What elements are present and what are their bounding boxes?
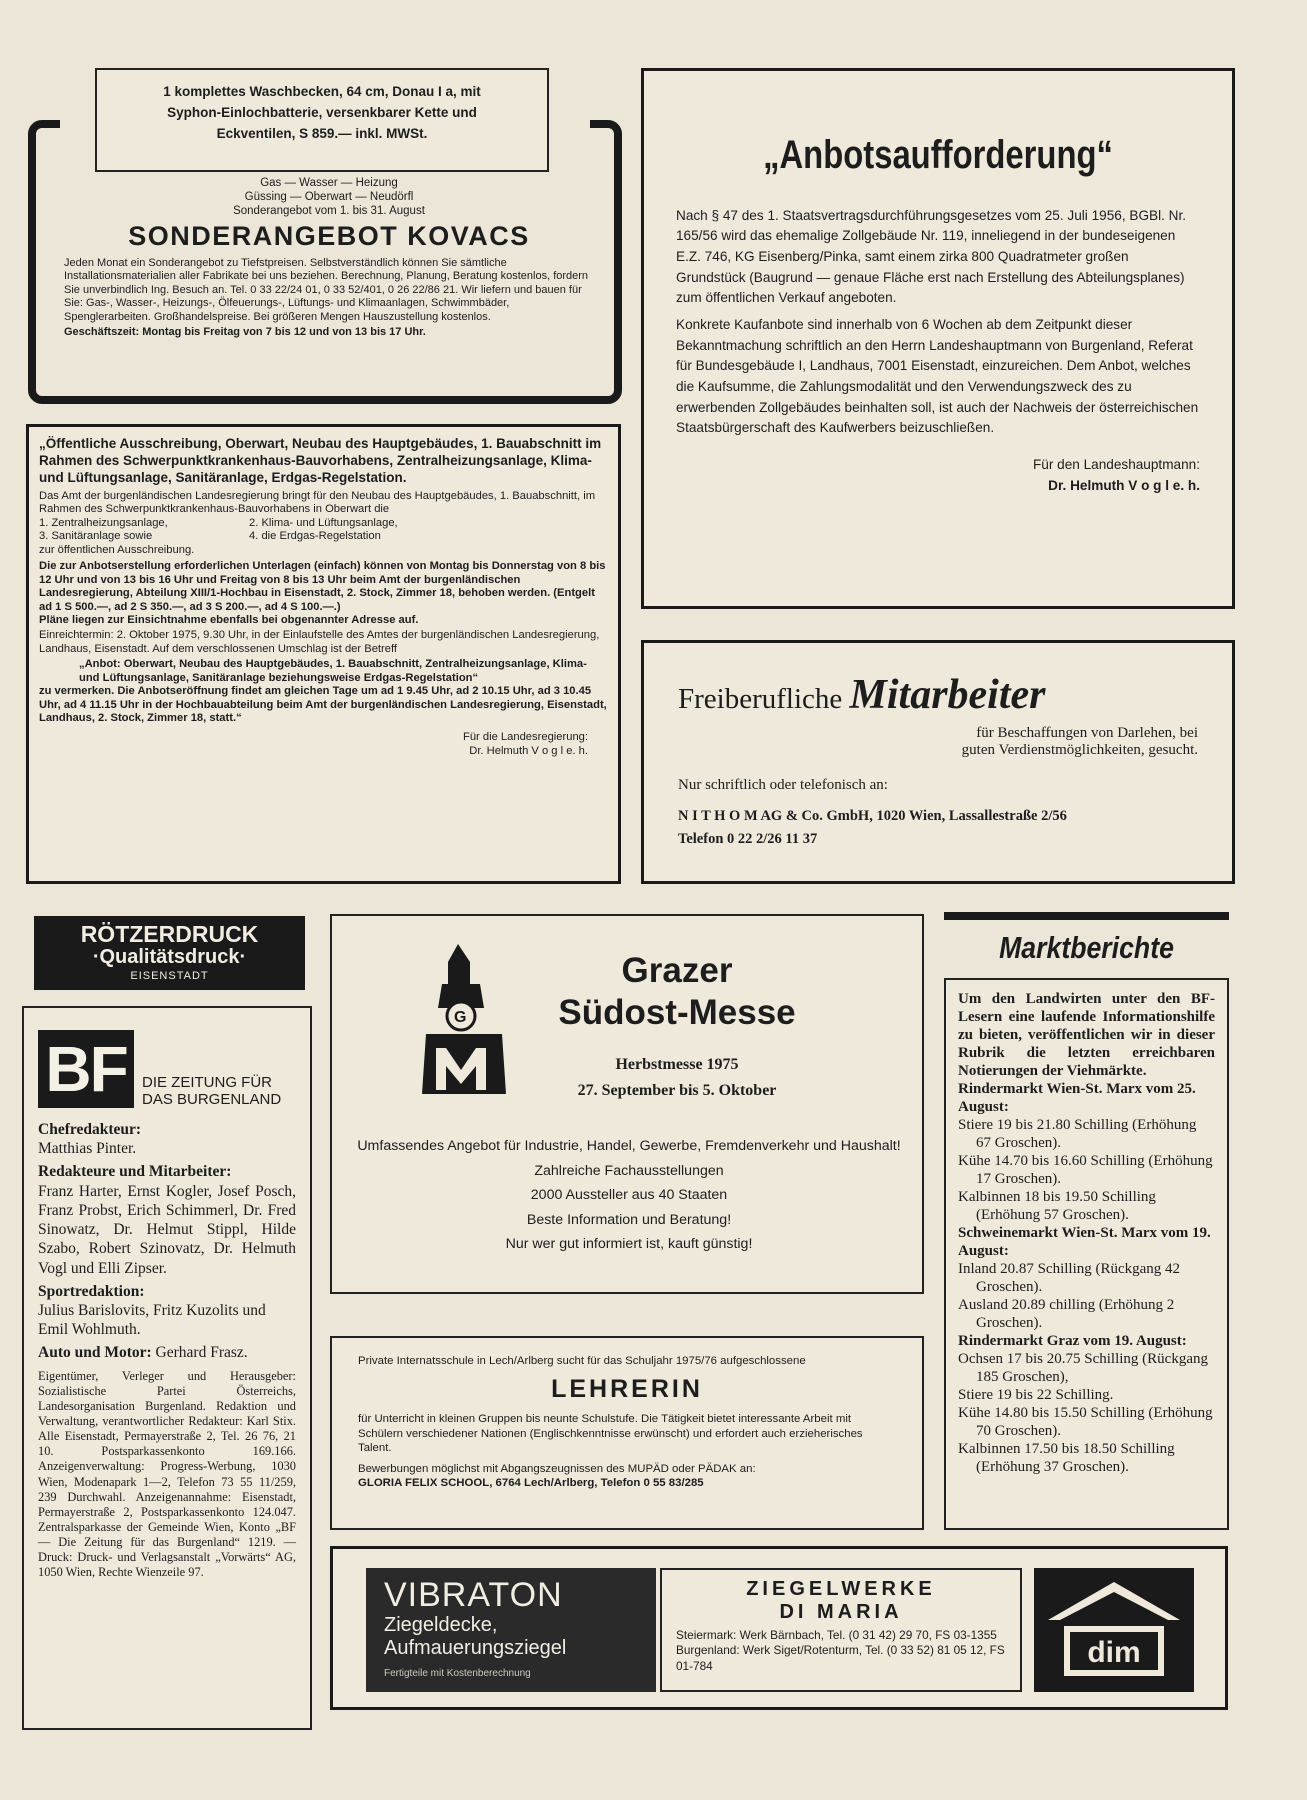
messe-title-line: Grazer xyxy=(621,951,733,990)
messe-subtitle xyxy=(512,1052,842,1103)
offer-line: 1 komplettes Waschbecken, 64 cm, Donau I a, mit xyxy=(163,84,481,99)
tender-item: 1. Zentralheizungsanlage, xyxy=(39,516,168,529)
market-heading: Schweinemarkt Wien-St. Marx vom 19. August: xyxy=(958,1225,1211,1259)
messe-dates: 27. September bis 5. Oktober xyxy=(577,1081,777,1099)
tender-heading: „Öffentliche Ausschreibung, Oberwart, Neubau des Hauptgebäudes, 1. Bauabschnitt im Rahmen des Schwerpunktkrankenhaus-Bauvorhabens, Zentralheizungsanlage, Klima- und Lüftungsanlage, Sanitäranlage, Erdgas-Regelstation. xyxy=(39,436,602,485)
teacher-body: für Unterricht in kleinen Gruppen bis neunte Schulstufe. Die Tätigkeit bietet interessante Arbeit mit Schülern verschiedener Nationen (Englischkenntnisse erwünscht) und erfordert auch erzieherisches Talent. xyxy=(358,1413,863,1455)
tender-intro: Das Amt der burgenländischen Landesregierung bringt für den Neubau des Hauptgebäudes, 1. Bauabschnitt, im Rahmen des Schwerpunktkrankenhaus-Bauvorhabens in Oberwart die xyxy=(39,490,596,516)
dim-logo-text: dim xyxy=(1087,1636,1141,1669)
bf-auto: Gerhard Frasz. xyxy=(155,1344,248,1362)
offer-invitation xyxy=(641,68,1235,609)
freelancer-contact: Nur schriftlich oder telefonisch an: xyxy=(678,777,888,793)
messe-title xyxy=(522,950,832,1034)
bf-tagline-line: DAS BURGENLAND xyxy=(142,1090,282,1108)
tender-notice xyxy=(26,424,621,884)
bf-sport: Julius Barislovits, Fritz Kuzolits und Emil Wohlmuth. xyxy=(38,1301,266,1339)
waschbecken-offer-box xyxy=(95,68,549,172)
freelancer-line: für Beschaffungen von Darlehen, bei xyxy=(976,725,1198,741)
bf-chef-label: Chefredakteur: xyxy=(38,1121,142,1138)
bf-red-label: Redakteure und Mitarbeiter: xyxy=(38,1163,232,1181)
market-entry: Kalbinnen 17.50 bis 18.50 Schilling (Erhöhung 37 Groschen). xyxy=(958,1441,1175,1475)
tender-sign-label: Für die Landesregierung: xyxy=(462,731,588,744)
svg-text:G: G xyxy=(454,1009,467,1026)
bf-tagline-line: DIE ZEITUNG FÜR xyxy=(142,1073,272,1091)
freelancer-title-b: Mitarbeiter xyxy=(849,672,1046,718)
teacher-job-ad xyxy=(330,1336,924,1530)
freelancer-company: N I T H O M AG & Co. GmbH, 1020 Wien, Lassallestraße 2/56 xyxy=(678,808,1067,824)
tender-item: 4. die Erdgas-Regelstation xyxy=(249,530,381,543)
markt-title: Marktberichte xyxy=(999,930,1174,965)
ziegelwerke-info xyxy=(660,1568,1022,1692)
tender-plans: Pläne liegen zur Einsichtnahme ebenfalls bei obgenannter Adresse auf. xyxy=(39,613,419,626)
kovacs-period: Sonderangebot vom 1. bis 31. August xyxy=(233,205,425,218)
vibraton-note: Fertigteile mit Kostenberechnung xyxy=(384,1667,531,1679)
messe-line: Umfassendes Angebot für Industrie, Handel, Gewerbe, Fremdenverkehr und Haushalt! xyxy=(357,1138,901,1154)
freelancer-title-a: Freiberufliche xyxy=(678,683,843,715)
market-intro: Um den Landwirten unter den BF-Lesern eine laufende Informationshilfe zu bieten, veröffentlichen wir in dieser Rubrik die letzten erreichbaren Notierungen der Viehmärkte. xyxy=(958,991,1215,1079)
offer-invitation-sign-name: Dr. Helmuth V o g l e. h. xyxy=(1048,477,1200,493)
bf-auto-label: Auto und Motor: xyxy=(38,1344,152,1362)
freelancer-title xyxy=(678,671,1198,719)
messe-body xyxy=(356,1134,902,1257)
bf-sport-label: Sportredaktion: xyxy=(38,1282,145,1300)
kovacs-title: SONDERANGEBOT KOVACS xyxy=(128,221,530,252)
markt-rule xyxy=(944,912,1229,920)
teacher-intro: Private Internatsschule in Lech/Arlberg sucht für das Schuljahr 1975/76 aufgeschlossene xyxy=(358,1355,806,1367)
tender-deadline: Einreichtermin: 2. Oktober 1975, 9.30 Uhr, in der Einlaufstelle des Amtes der burgenländischen Landesregierung, Landhaus, Eisenstadt. Auf dem verschlossenen Umschlag ist der Betreff xyxy=(39,629,600,655)
offer-invitation-p1: Nach § 47 des 1. Staatsvertragsdurchführungsgesetzes vom 25. Juli 1956, BGBl. Nr. 165/56 wird das ehemalige Zollgebäude Nr. 119, inneliegend in der bundeseigenen E.Z. 746, KG Eisenberg/Pinka, samt einem zirka 800 Quadratmeter großen Grundstück (Baugrund — genaue Fläche erst nach Erstellung des Abteilungsplanes) zum öffentlichen Verkauf angeboten. xyxy=(676,207,1187,306)
kovacs-locations: Güssing — Oberwart — Neudörfl xyxy=(244,191,414,204)
vibraton-block xyxy=(366,1568,656,1692)
bf-impressum xyxy=(22,1006,312,1730)
tender-tail: zur öffentlichen Ausschreibung. xyxy=(39,543,195,556)
ziegelwerke-plant: Burgenland: Werk Siget/Rotenturm, Tel. (0 33 52) 81 05 12, FS 01-784 xyxy=(676,1643,1005,1673)
messe-title-line: Südost-Messe xyxy=(558,993,796,1032)
teacher-school: GLORIA FELIX SCHOOL, 6764 Lech/Arlberg, Telefon 0 55 83/285 xyxy=(358,1477,704,1490)
messe-line: 2000 Aussteller aus 40 Staaten xyxy=(530,1187,728,1204)
ziegelwerke-plant: Steiermark: Werk Bärnbach, Tel. (0 31 42) 29 70, FS 03-1355 xyxy=(676,1628,997,1642)
bf-red: Franz Harter, Ernst Kogler, Josef Posch, Franz Probst, Erich Schimmerl, Dr. Fred Sinowatz, Dr. Helmut Stippl, Hilde Szabo, Robert Szinovatz, Dr. Helmuth Vogl und Elli Zipser. xyxy=(38,1182,296,1277)
market-entry: Ausland 20.89 chilling (Erhöhung 2 Groschen). xyxy=(958,1297,1175,1331)
tender-documents: Die zur Anbotserstellung erforderlichen Unterlagen (einfach) können von Montag bis Donnerstag von 8 bis 12 Uhr und von 13 bis 16 Uhr und Freitag von 8 bis 13 Uhr beim Amt der burgenländischen Landesregierung, Abteilung XIII/1-Hochbau in Eisenstadt, 2. Stock, Zimmer 18, behoben werden. (Entgelt ad 1 S 500.—, ad 2 S 350.—, ad 3 S 200.—, ad 4 S 100.—.) xyxy=(39,560,606,613)
tender-item: 2. Klima- und Lüftungsanlage, xyxy=(249,516,398,529)
bf-staff xyxy=(38,1120,296,1580)
tender-item: 3. Sanitäranlage sowie xyxy=(39,530,153,543)
offer-line: Syphon-Einlochbatterie, versenkbarer Kette und xyxy=(167,104,477,120)
roetzerdruck-ad xyxy=(34,916,305,990)
kovacs-ad-body xyxy=(64,176,594,339)
ziegelwerke-title: ZIEGELWERKE xyxy=(746,1578,936,1600)
messe-line: Zahlreiche Fachausstellungen xyxy=(534,1162,724,1179)
market-entry: Stiere 19 bis 21.80 Schilling (Erhöhung 67 Groschen). xyxy=(958,1117,1197,1151)
market-entry: Stiere 19 bis 22 Schilling. xyxy=(958,1387,1114,1403)
vibraton-line: Aufmauerungsziegel xyxy=(384,1636,567,1659)
tender-opening: zu vermerken. Die Anbotseröffnung findet am gleichen Tage um ad 1 9.45 Uhr, ad 2 10.15 Uhr, ad 3 10.45 Uhr, ad 4 11.15 Uhr in der Hochbauabteilung beim Amt der burgenländischen Landesregierung, Eisenstadt, Landhaus, 2. Stock, Zimmer 18, statt.“ xyxy=(39,685,607,724)
messe-line: Nur wer gut informiert ist, kauft günstig! xyxy=(505,1236,753,1253)
vibraton-line: Ziegeldecke, xyxy=(384,1613,498,1636)
roetzer-name: RÖTZERDRUCK xyxy=(80,921,259,947)
roetzer-slogan: ·Qualitätsdruck· xyxy=(92,946,247,969)
market-entry: Kalbinnen 18 bis 19.50 Schilling (Erhöhung 57 Groschen). xyxy=(958,1189,1156,1223)
bf-impressum-text: Eigentümer, Verleger und Herausgeber: Sozialistische Partei Österreichs, Landesorganisation Burgenland. Redaktion und Verwaltung, verantwortlicher Redakteur: Karl Stix. Alle Eisenstadt, Permayerstraße 2, Tel. 26 76, 21 10. Postsparkassenkonto 169.166. Anzeigenverwaltung: Progress-Werbung, 1030 Wien, Modenapark 1—2, Telefon 73 55 11/259, 239 Durchwahl. Anzeigenannahme: Eisenstadt, Permayerstraße 2, Postsparkassenkonto 124.047. Zentralsparkasse der Gemeinde Wien, Konto „BF — Die Zeitung für das Burgenland“ 1219. — Druck: Druck- und Verlagsanstalt „Vorwärts“ AG, 1050 Wien, Rechte Wienzeile 97. xyxy=(38,1368,296,1580)
bf-tagline xyxy=(142,1074,281,1109)
offer-invitation-title: „Anbotsaufforderung“ xyxy=(763,133,1113,177)
grazer-messe-ad xyxy=(330,914,924,1294)
market-entry: Inland 20.87 Schilling (Rückgang 42 Groschen). xyxy=(958,1261,1181,1295)
tender-subject: „Anbot: Oberwart, Neubau des Hauptgebäudes, 1. Bauabschnitt, Zentralheizungsanlage, Klima- und Lüftungsanlage, Sanitäranlage beziehungsweise Erdgas-Regelstation“ xyxy=(79,658,587,684)
ziegelwerke-name: DI MARIA xyxy=(779,1601,903,1623)
teacher-title: LEHRERIN xyxy=(551,1375,703,1404)
roetzer-city: EISENSTADT xyxy=(130,970,209,983)
dim-house-icon xyxy=(1034,1568,1194,1692)
freelancer-line: guten Verdienstmöglichkeiten, gesucht. xyxy=(961,742,1198,758)
kovacs-services: Gas — Wasser — Heizung xyxy=(260,177,398,189)
market-entry: Ochsen 17 bis 20.75 Schilling (Rückgang 185 Groschen), xyxy=(958,1351,1208,1385)
market-heading: Rindermarkt Wien-St. Marx vom 25. August: xyxy=(958,1081,1196,1115)
market-report xyxy=(944,978,1229,1530)
offer-line: Eckventilen, S 859.— inkl. MWSt. xyxy=(216,125,428,141)
tender-items-row xyxy=(39,517,608,530)
tender-sign-name: Dr. Helmuth V o g l e. h. xyxy=(469,744,588,757)
dim-logo xyxy=(1034,1568,1194,1692)
market-heading: Rindermarkt Graz vom 19. August: xyxy=(958,1333,1187,1349)
teacher-apply: Bewerbungen möglichst mit Abgangszeugnissen des MUPÄD oder PÄDAK an: xyxy=(358,1462,756,1475)
messe-tower-icon xyxy=(418,944,510,1094)
freelancer-ad xyxy=(641,640,1235,884)
freelancer-phone: Telefon 0 22 2/26 11 37 xyxy=(678,831,818,847)
messe-season: Herbstmesse 1975 xyxy=(615,1056,739,1073)
vibraton-brand: VIBRATON xyxy=(384,1576,563,1614)
tender-items-row xyxy=(39,530,608,543)
offer-invitation-p2: Konkrete Kaufanbote sind innerhalb von 6 Wochen ab dem Zeitpunkt dieser Bekanntmachung schriftlich an den Herrn Landeshauptmann von Burgenland, Referat für Bundesgebäude I, Landhaus, 7001 Eisenstadt, einzureichen. Dem Anbot, welches die Kaufsumme, die Zahlungsmodalität und den Verwendungszweck des zu erwerbenden Zollgebäudes beinhalten soll, ist auch der Nachweis der österreichischen Staatsbürgerschaft des Kaufwerbers beizuschließen. xyxy=(676,317,1199,436)
market-entry: Kühe 14.70 bis 16.60 Schilling (Erhöhung 17 Groschen). xyxy=(958,1153,1213,1187)
messe-line: Beste Information und Beratung! xyxy=(526,1211,732,1228)
bf-logo: BF xyxy=(38,1030,134,1108)
bf-masthead xyxy=(38,1030,296,1108)
kovacs-text: Jeden Monat ein Sonderangebot zu Tiefstpreisen. Selbstverständlich können Sie sämtliche Installationsmaterialien aller Fabrikate bei uns beziehen. Berechnung, Planung, Beratung kostenlos, fordern Sie unverbindlich Ing. Besuch an. Tel. 0 33 22/24 01, 0 33 52/401, 0 26 22/86 21. Wir liefern und bauen für Sie: Gas-, Wasser-, Heizungs-, Ölfeuerungs-, Lüftungs- und Klimaanlagen, Schwimmbäder, Spenglerarbeiten. Großhandelspreise. Bei größeren Mengen Hauszustellung kostenlos. xyxy=(64,256,589,323)
offer-invitation-sign-label: Für den Landeshauptmann: xyxy=(1032,457,1200,473)
market-entry: Kühe 14.80 bis 15.50 Schilling (Erhöhung 70 Groschen). xyxy=(958,1405,1213,1439)
bf-chef: Matthias Pinter. xyxy=(38,1140,137,1158)
kovacs-hours: Geschäftszeit: Montag bis Freitag von 7 bis 12 und von 13 bis 17 Uhr. xyxy=(64,326,426,339)
